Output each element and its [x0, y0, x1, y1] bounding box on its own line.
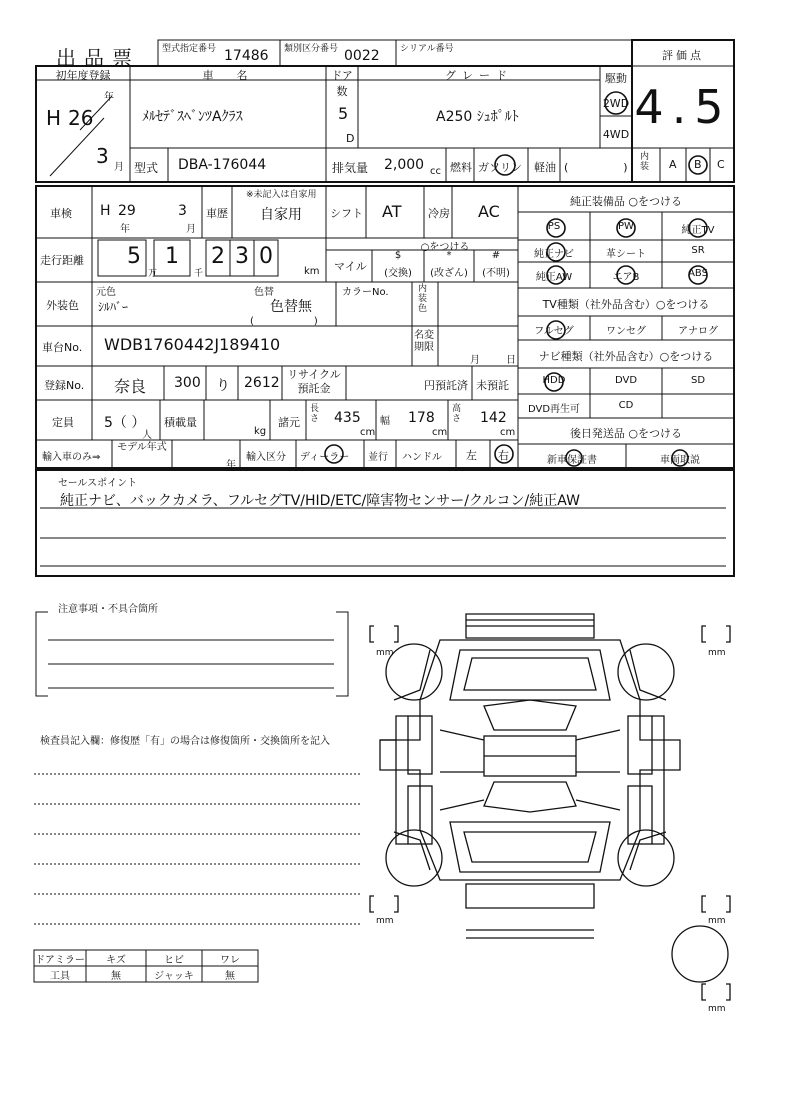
history-value: 自家用 [260, 207, 302, 223]
mileage-digit: 3 [235, 244, 249, 269]
capacity-label: 定員 [52, 416, 74, 429]
reg-class: 300 [174, 375, 201, 391]
model-year-unit: 年 [226, 460, 236, 471]
equip-sr[interactable]: SR [691, 245, 705, 256]
exchange-sym: $ [394, 250, 402, 261]
reg-area: 奈良 [114, 377, 147, 396]
mileage-digit: 1 [165, 244, 179, 269]
history-note: ※未記入は自家用 [246, 190, 317, 200]
repaint-paren: ( ) [250, 316, 318, 327]
mileage-digit: 5 [127, 244, 141, 269]
grade-value: A250 ｼｭﾎﾟﾙﾄ [436, 109, 519, 125]
tire-unit-fr: mm [708, 648, 726, 658]
interior-a[interactable]: A [669, 158, 677, 171]
later-title: 後日発送品 ○をつける [569, 427, 683, 440]
navi-dvd[interactable]: DVD [614, 375, 638, 386]
length-unit: cm [360, 427, 376, 438]
height-value: 142 [480, 410, 507, 426]
navi-title: ナビ種類（社外品含む）○をつける [538, 350, 714, 363]
parallel-option[interactable]: 並行 [368, 452, 388, 463]
drive-2wd[interactable]: 2WD [602, 97, 630, 110]
reg-number: 2612 [244, 375, 280, 391]
original-color-label: 元色 [96, 287, 116, 298]
exterior-label: 外装色 [46, 299, 79, 312]
length-value: 435 [334, 410, 361, 426]
shaken-month-unit: 月 [186, 224, 196, 235]
shaken-era: H [100, 203, 111, 219]
handle-left[interactable]: 左 [466, 449, 477, 462]
equip-aw[interactable]: 純正AW [535, 272, 573, 283]
tv-oneseg[interactable]: ワンセグ [606, 326, 646, 337]
import-type-label: 輸入区分 [246, 452, 286, 463]
serial-label: シリアル番号 [400, 44, 454, 54]
displacement-label: 排気量 [332, 161, 369, 175]
drive-label: 駆動 [605, 72, 627, 85]
navi-hdd[interactable]: HDD [542, 375, 566, 386]
import-label: 輸入車のみ⇒ [42, 452, 101, 463]
fuel-label: 燃料 [450, 161, 472, 174]
shift-label: シフト [330, 207, 363, 220]
crack-option[interactable]: ヒビ [164, 955, 184, 966]
height-unit: cm [500, 427, 516, 438]
first-reg-era: H [46, 106, 62, 130]
width-value: 178 [408, 410, 435, 426]
doors-label: ドア数 [331, 69, 353, 98]
tv-fullseg[interactable]: フルセグ [534, 326, 574, 337]
form-title: 出品票 [56, 46, 140, 70]
shift-value: AT [382, 202, 402, 221]
tire-unit-spare: mm [708, 1004, 726, 1014]
mileage-digit: 0 [259, 244, 273, 269]
tamper-label[interactable]: (改ざん) [430, 268, 468, 279]
fuel-diesel[interactable]: 軽油 [534, 161, 556, 174]
doors-value: 5 [338, 104, 349, 123]
equip-navi[interactable]: 純正ナビ [534, 249, 574, 260]
shaken-label: 車検 [50, 207, 72, 220]
fuel-other: ( ) [564, 161, 628, 174]
navi-dvd-play[interactable]: DVD再生可 [527, 404, 581, 415]
equipment-title: 純正装備品 ○をつける [569, 195, 683, 208]
break-option[interactable]: ワレ [220, 955, 240, 966]
load-label: 積載量 [164, 416, 197, 429]
month-unit: 月 [114, 162, 124, 173]
later-warranty[interactable]: 新車保証書 [547, 455, 597, 466]
displacement-unit: cc [430, 166, 441, 177]
year-unit: 年 [104, 92, 114, 103]
original-color-value: ｼﾙﾊﾞｰ [98, 300, 129, 314]
fuel-gasoline[interactable]: ガソリン [478, 161, 522, 174]
kata-value: 17486 [224, 48, 269, 64]
recycle-not[interactable]: 未預託 [476, 379, 509, 392]
door-mirror-label: ドアミラー [35, 955, 85, 966]
car-name-label: 車 名 [202, 69, 254, 82]
height-label: 高さ [452, 404, 462, 424]
notes-title: 注意事項・不具合箇所 [58, 604, 158, 615]
width-label: 幅 [380, 416, 390, 427]
capacity-unit: 人 [142, 430, 152, 441]
tire-unit-rl: mm [376, 916, 394, 926]
exchange-label[interactable]: (交換) [384, 268, 412, 279]
reg-no-label: 登録No. [44, 379, 85, 392]
navi-cd[interactable]: CD [618, 400, 634, 411]
dims-label: 諸元 [278, 416, 300, 429]
ac-value: AC [478, 202, 500, 221]
interior-color-label: 内装色 [418, 284, 428, 314]
ac-label: 冷房 [428, 207, 450, 220]
inspector-note: 検査員記入欄：修復歴「有」の場合は修復箇所・交換箇所を記入 [40, 736, 330, 747]
repaint-label: 色替 [254, 287, 274, 298]
model-year-label: モデル年式 [117, 442, 167, 453]
shaken-month: 3 [178, 203, 187, 219]
navi-sd[interactable]: SD [690, 375, 706, 386]
tire-unit-fl: mm [376, 648, 394, 658]
repaint-value: 色替無 [270, 299, 312, 315]
chassis-label: 車台No. [42, 341, 83, 354]
tv-title: TV種類（社外品含む）○をつける [542, 298, 710, 311]
interior-c[interactable]: C [717, 158, 725, 171]
model-label: 型式 [134, 161, 159, 175]
handle-right[interactable]: 右 [498, 449, 509, 462]
name-change-label: 名変期限 [414, 330, 434, 353]
score-value: 4.5 [634, 80, 732, 134]
car-name: ﾒﾙｾﾃﾞｽﾍﾞﾝﾂAｸﾗｽ [142, 109, 243, 125]
grade-label: グレード [445, 69, 513, 82]
chassis-value: WDB1760442J189410 [104, 335, 281, 354]
color-no-label: カラーNo. [342, 287, 389, 298]
tools-label: 工具 [50, 971, 70, 982]
unknown-sym: # [491, 250, 501, 261]
tamper-sym: * [446, 250, 452, 261]
name-change-day: 日 [506, 355, 516, 366]
tools-value: 無 [111, 971, 121, 982]
mileage-label: 走行距離 [40, 254, 84, 267]
sales-label: セールスポイント [58, 478, 138, 489]
equip-ps[interactable]: PS [547, 221, 561, 232]
displacement-value: 2,000 [384, 157, 425, 173]
width-unit: cm [432, 427, 448, 438]
equip-pw[interactable]: PW [618, 221, 634, 232]
later-manual[interactable]: 車両取説 [660, 455, 700, 466]
shaken-year-unit: 年 [120, 224, 130, 235]
load-unit: kg [254, 426, 267, 437]
capacity-value: 5（ ） [104, 415, 146, 431]
kata-label: 型式指定番号 [162, 44, 217, 54]
mileage-man: 万 [148, 269, 158, 279]
shaken-year: 29 [118, 203, 136, 219]
mile-label[interactable]: マイル [334, 260, 367, 273]
tire-unit-rr: mm [708, 916, 726, 926]
scratch-option[interactable]: キズ [106, 955, 126, 966]
jack-value: 無 [225, 971, 235, 982]
first-reg-year: 26 [68, 106, 94, 130]
jack-label: ジャッキ [154, 971, 194, 982]
doors-type: D [346, 132, 355, 145]
equip-airbag[interactable]: エアB [612, 272, 640, 283]
mileage-digit: 2 [211, 244, 225, 269]
interior-label: 内装 [640, 152, 650, 172]
first-reg-month: 3 [96, 144, 109, 168]
equip-tv[interactable]: 純正TV [681, 225, 715, 236]
reg-kana: り [216, 378, 230, 394]
model-value: DBA-176044 [178, 157, 267, 173]
name-change-month: 月 [470, 355, 480, 366]
tv-analog[interactable]: アナログ [678, 326, 718, 337]
sales-text: 純正ナビ、バックカメラ、フルセグTV/HID/ETC/障害物センサー/クルコン/純正AW [60, 493, 580, 509]
recycle-yen[interactable]: 円預託済 [424, 379, 468, 392]
length-label: 長さ [310, 404, 320, 424]
handle-label: ハンドル [402, 452, 442, 463]
ruibetsu-value: 0022 [344, 48, 380, 64]
dealer-option[interactable]: ディーラー [300, 452, 350, 463]
mileage-sen: 千 [194, 269, 204, 279]
mileage-unit: km [304, 266, 320, 277]
recycle-label: リサイクル預託金 [287, 368, 341, 395]
first-reg-label: 初年度登録 [55, 69, 111, 82]
equip-abs[interactable]: ABS [688, 268, 708, 279]
ruibetsu-label: 類別区分番号 [284, 44, 339, 54]
score-label: 評価点 [662, 49, 704, 62]
interior-b[interactable]: B [694, 158, 702, 171]
drive-4wd[interactable]: 4WD [602, 128, 630, 141]
equip-leather[interactable]: 革シート [606, 249, 646, 260]
history-label: 車歴 [206, 207, 228, 220]
unknown-label[interactable]: (不明) [482, 268, 510, 279]
mark-note: ○をつける [420, 242, 470, 253]
